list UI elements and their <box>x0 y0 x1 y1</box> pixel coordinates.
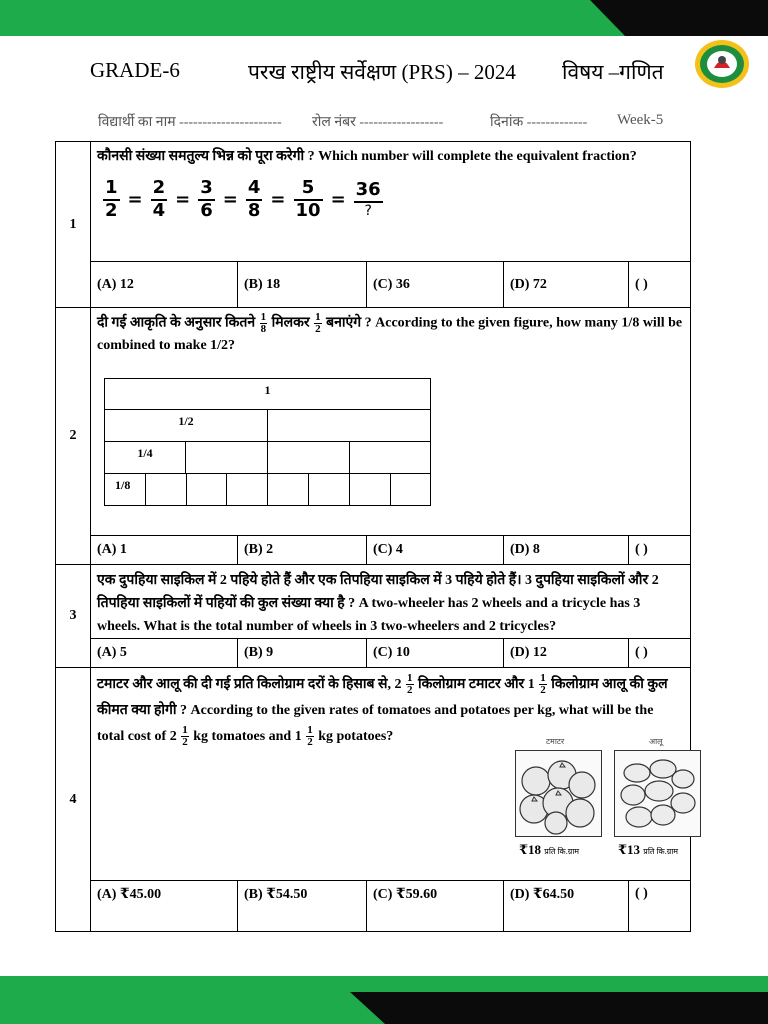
question-4-options-row <box>56 881 691 932</box>
grade-label: GRADE-6 <box>90 58 180 82</box>
question-2-row <box>56 308 691 536</box>
q3-option-d[interactable]: (D) 12 <box>504 639 629 667</box>
fraction-wall-half <box>267 409 431 442</box>
fraction-wall-quarter: 1/4 <box>104 441 186 474</box>
fraction-3-6: $\frac{3}{6}$ <box>200 177 213 221</box>
fraction-wall-quarter <box>267 441 350 474</box>
fraction-5-10: $\frac{5}{10}$ <box>295 177 321 221</box>
fraction-wall-quarter <box>349 441 431 474</box>
top-banner <box>0 0 768 36</box>
fraction-wall-half: 1/2 <box>104 409 268 442</box>
q1-option-c[interactable]: (C) 36 <box>367 262 504 307</box>
fraction-wall-eighth <box>308 473 350 506</box>
question-1-options-row <box>56 262 691 308</box>
exam-title: परख राष्ट्रीय सर्वेक्षण (PRS) – 2024 <box>248 60 516 84</box>
q2-option-c[interactable]: (C) 4 <box>367 536 504 564</box>
fraction-wall-eighth <box>349 473 391 506</box>
fraction-wall-eighth: 1/8 <box>104 473 146 506</box>
q2-option-d[interactable]: (D) 8 <box>504 536 629 564</box>
q4-answer-box[interactable]: ( ) <box>635 886 648 901</box>
q4-option-b[interactable]: (B) ₹54.50 <box>238 881 367 931</box>
fraction-36-unknown: 36 ? <box>355 179 381 219</box>
question-1-number: 1 <box>56 142 91 308</box>
fraction-4-8: $\frac{4}{8}$ <box>247 177 261 221</box>
bottom-banner <box>0 976 768 1024</box>
fraction-wall-eighth <box>145 473 187 506</box>
potato-label: आलू <box>649 737 663 746</box>
emblem-logo-icon <box>693 38 751 90</box>
fraction-one-half: $\frac{1}{2}$ <box>407 672 413 697</box>
q1-answer-box[interactable]: ( ) <box>635 276 648 292</box>
q3-option-a[interactable]: (A) 5 <box>91 639 238 667</box>
q4-option-d[interactable]: (D) ₹64.50 <box>504 881 629 931</box>
question-table <box>55 141 691 932</box>
date-field[interactable]: दिनांक ------------- <box>490 115 588 130</box>
subject-label: विषय –गणित <box>562 60 664 84</box>
question-3-row <box>56 565 691 639</box>
tomato-price: ₹18 प्रति कि.ग्राम <box>519 842 580 857</box>
question-2-number: 2 <box>56 308 91 565</box>
fraction-wall-figure <box>104 378 431 506</box>
question-4-number: 4 <box>56 668 91 932</box>
roll-number-field[interactable]: रोल नंबर ------------------ <box>312 115 444 130</box>
q2-option-b[interactable]: (B) 2 <box>238 536 367 564</box>
q4-option-c[interactable]: (C) ₹59.60 <box>367 881 504 931</box>
student-name-field[interactable]: विद्यार्थी का नाम ---------------------- <box>98 115 282 130</box>
fraction-one-half: $\frac{1}{2}$ <box>182 724 188 749</box>
question-1-text: कौनसी संख्या समतुल्य भिन्न को पूरा करेगी ? Which number will complete the equivalent fraction? <box>97 149 637 164</box>
fraction-one-half: $\frac{1}{2}$ <box>540 672 546 697</box>
question-2-options <box>91 536 690 564</box>
question-2-options-row <box>56 536 691 565</box>
question-2-text: दी गई आकृति के अनुसार कितने $\frac{1}{8}$ मिलकर $\frac{1}{2}$ बनाएंगे ? According to the given figure, how many 1/8 will be combined to make 1/2? <box>97 311 683 353</box>
week-label: Week-5 <box>617 112 664 128</box>
potato-price: ₹13 प्रति कि.ग्राम <box>618 842 679 857</box>
fraction-one-eighth: $\frac{1}{8}$ <box>260 311 267 335</box>
fraction-wall-eighth <box>186 473 227 506</box>
equivalent-fraction-chain: $\frac{1}{2}$ = $\frac{2}{4}$ = $\frac{3}{6}$ = $\frac{4}{8}$ = $\frac{5}{10}$ = 36 ? <box>105 177 381 221</box>
header <box>90 58 690 90</box>
fraction-1-2: $\frac{1}{2}$ <box>105 177 118 221</box>
bottom-banner-black <box>350 992 768 1024</box>
q1-option-d[interactable]: (D) 72 <box>504 262 629 307</box>
q4-option-a[interactable]: (A) ₹45.00 <box>91 881 238 931</box>
fraction-wall-eighth <box>226 473 268 506</box>
q2-option-a[interactable]: (A) 1 <box>91 536 238 564</box>
question-1-row <box>56 142 691 262</box>
question-4-options <box>91 881 690 931</box>
fraction-2-4: $\frac{2}{4}$ <box>152 177 166 221</box>
question-1-options <box>91 262 690 307</box>
q1-option-a[interactable]: (A) 12 <box>91 262 238 307</box>
question-3-options <box>91 639 690 667</box>
q3-answer-box[interactable]: ( ) <box>635 645 648 660</box>
fraction-wall-eighth <box>390 473 431 506</box>
fraction-wall-quarter <box>185 441 268 474</box>
tomato-label: टमाटर <box>546 737 565 746</box>
question-3-body <box>91 565 691 639</box>
question-4-row <box>56 668 691 881</box>
question-3-options-row <box>56 639 691 668</box>
tomato-image <box>515 750 602 837</box>
q1-option-b[interactable]: (B) 18 <box>238 262 367 307</box>
question-2-body <box>91 308 691 536</box>
q2-answer-box[interactable]: ( ) <box>635 542 648 557</box>
potato-image <box>614 750 701 837</box>
question-4-body <box>91 668 691 881</box>
fraction-one-half: $\frac{1}{2}$ <box>315 311 321 335</box>
fraction-wall-eighth <box>267 473 309 506</box>
question-4-text: टमाटर और आलू की दी गई प्रति किलोग्राम दरों के हिसाब से, 2 $\frac{1}{2}$ किलोग्राम टमाटर और 1 $\frac{1}{2}$ किलोग्राम आलू की कुल कीमत क्या होगी ? According to the given rates of tomatoes and potatoes per kg, what will be the total cost of 2 $\frac{1}{2}$ kg tomatoes and 1 $\frac{1}{2}$ kg potatoes? <box>97 672 668 749</box>
q3-option-c[interactable]: (C) 10 <box>367 639 504 667</box>
question-3-number: 3 <box>56 565 91 668</box>
fraction-one-half: $\frac{1}{2}$ <box>307 724 313 749</box>
question-1-body <box>91 142 691 262</box>
fraction-wall-whole: 1 <box>104 378 431 410</box>
q3-option-b[interactable]: (B) 9 <box>238 639 367 667</box>
question-3-text: एक दुपहिया साइकिल में 2 पहिये होते हैं और एक तिपहिया साइकिल में 3 पहिये होते हैं। 3 दुपहिया साइकिलों और 2 तिपहिया साइकिलों में पहियों की कुल संख्या क्या है ? A two-wheeler has 2 wheels and a tricycle has 3 wheels. What is the total number of wheels in 3 two-wheelers and 2 tricycles? <box>97 573 659 634</box>
